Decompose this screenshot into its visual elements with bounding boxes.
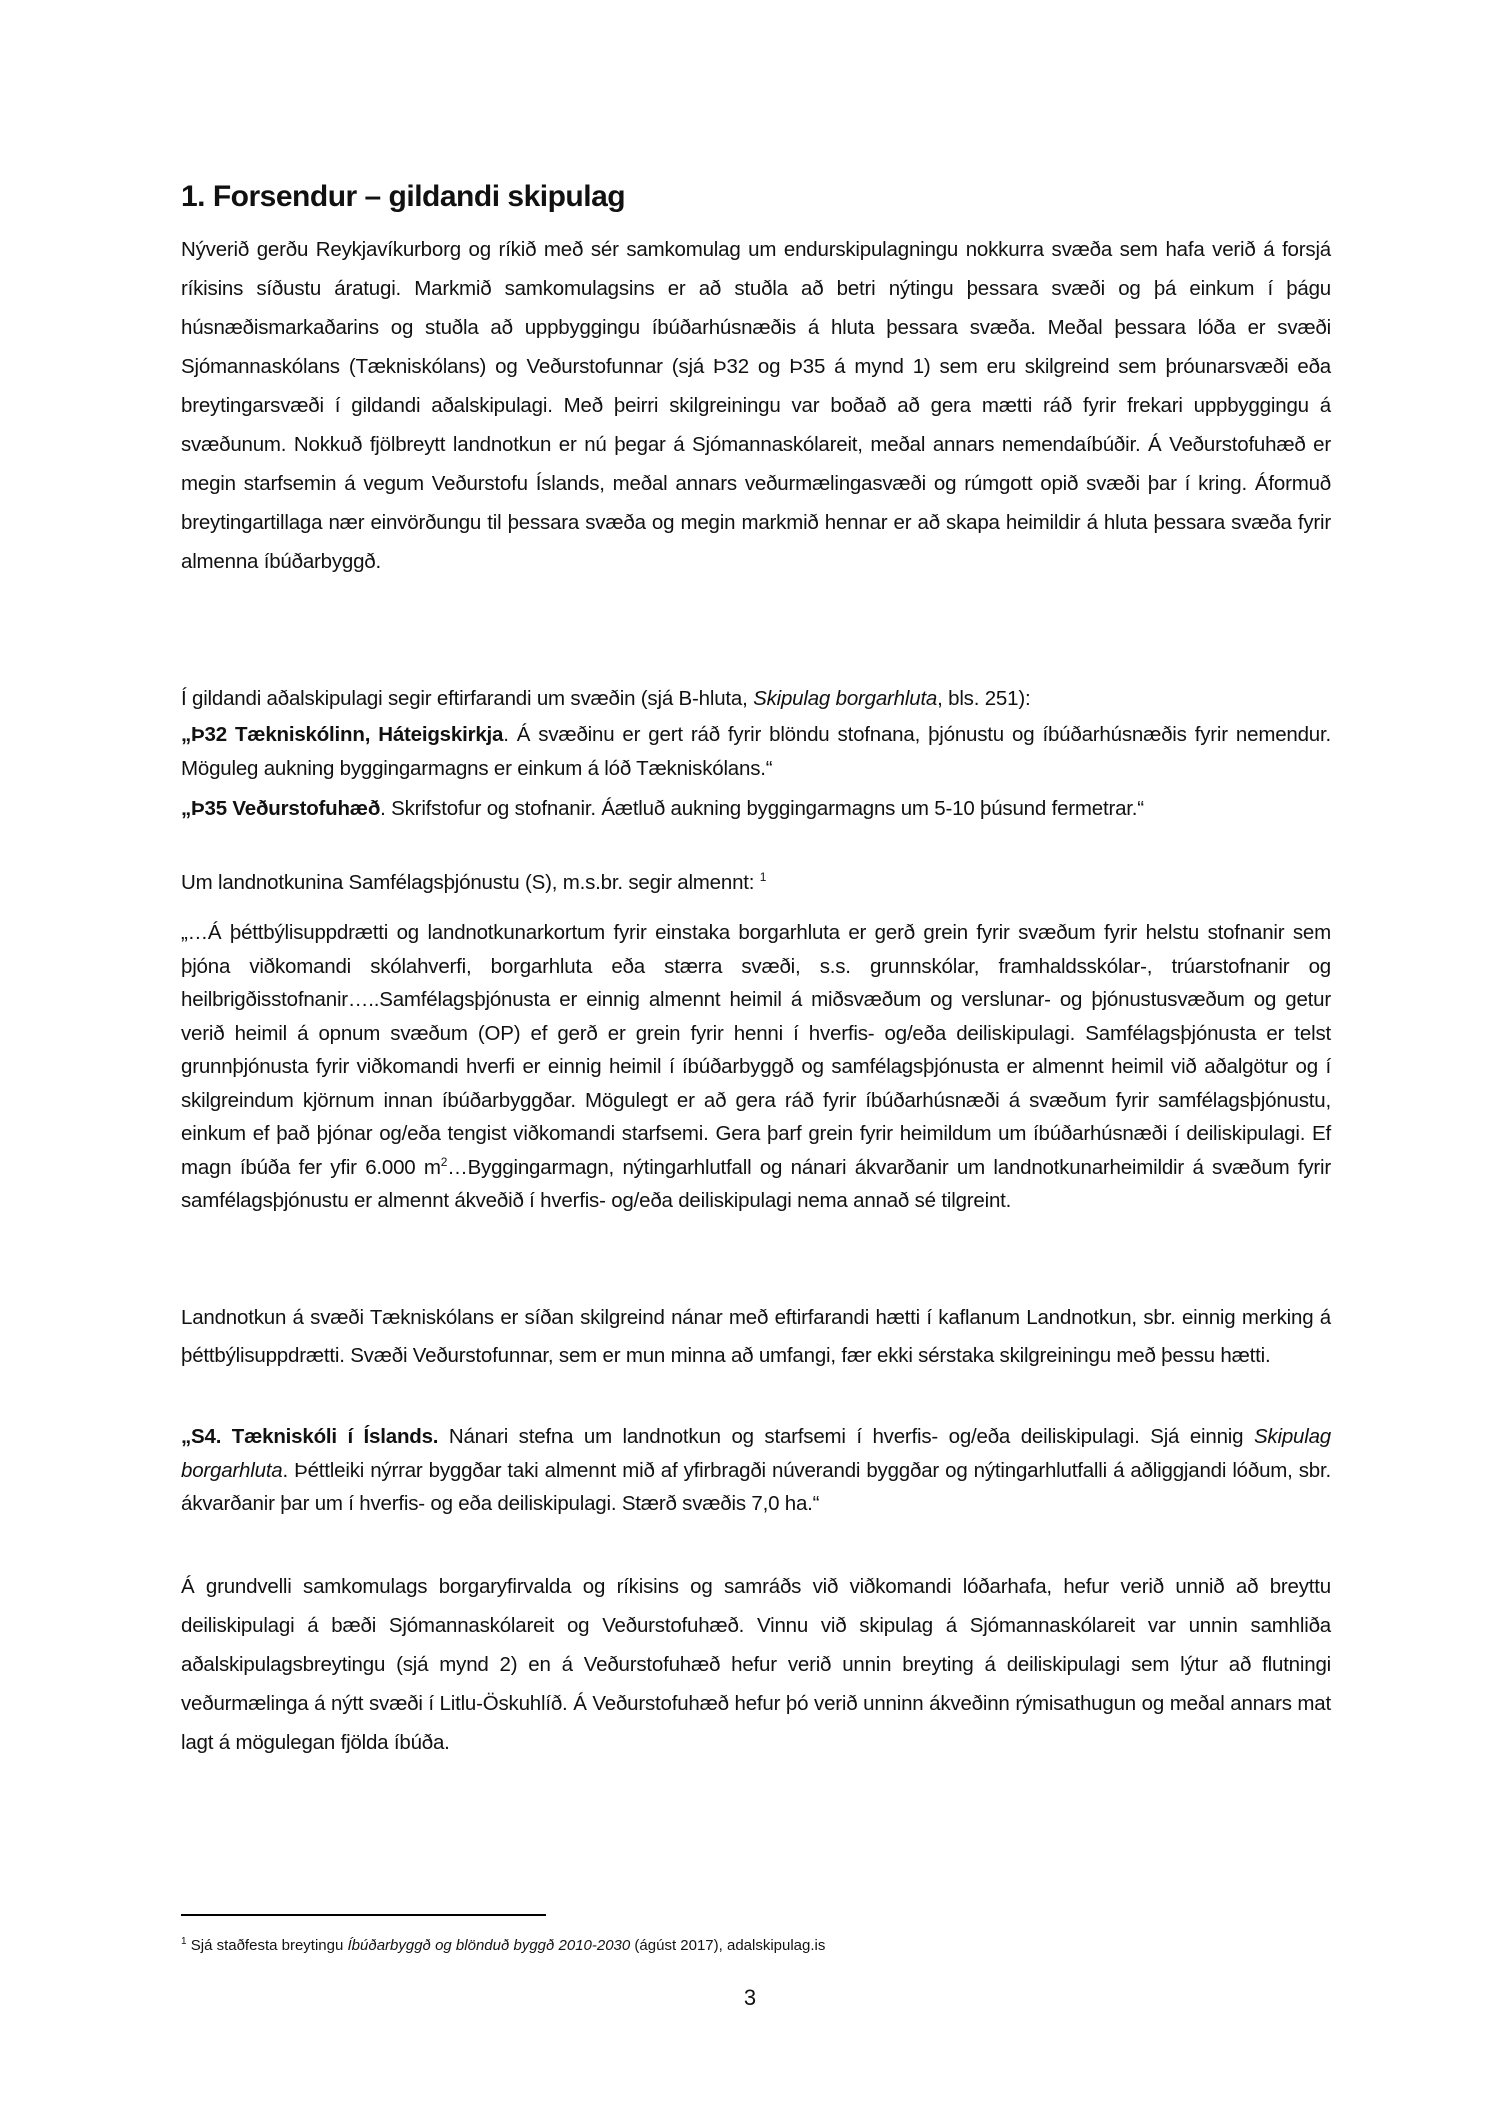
text: Sjá staðfesta breytingu — [186, 1937, 348, 1954]
intro-paragraph: Nýverið gerðu Reykjavíkurborg og ríkið með sér samkomulag um endurskipulagningu nokkurra svæða sem hafa verið á forsjá ríkisins síðustu áratugi. Markmið samkomulagsins er að stuðla að betri nýtingu þessara svæði og þá einkum í þágu húsnæðismarkaðarins og stuðla að uppbyggingu íbúðarhúsnæðis á hluta þessara svæða. Meðal þessara lóða er svæði Sjómannaskólans (Tækniskólans) og Veðurstofunnar (sjá Þ32 og Þ35 á mynd 1) sem eru skilgreind sem þróunarsvæði eða breytingarsvæði í gildandi aðalskipulagi. Með þeirri skilgreiningu var boðað að gera mætti ráð fyrir frekari uppbyggingu á svæðunum. Nokkuð fjölbreytt landnotkun er nú þegar á Sjómannaskólareit, meðal annars nemendaíbúðir. Á Veðurstofuhæð er megin starfsemin á vegum Veðurstofu Íslands, meðal annars veðurmælingasvæði og rúmgott opið svæði þar í kring. Áformuð breytingartillaga nær einvörðungu til þessara svæða og megin markmið hennar er að skapa heimildir á hluta þessara svæða fyrir almenna íbúðarbyggð. — [181, 238, 1331, 573]
land-use-paragraph: Landnotkun á svæði Tækniskólans er síðan skilgreind nánar með eftirfarandi hætti í kaflanum Landnotkun, sbr. einnig merking á þéttbýlisuppdrætti. Svæði Veðurstofunnar, sem er mun minna að umfangi, fær ekki sérstaka skilgreiningu með þessu hætti. — [181, 1306, 1331, 1367]
footnote-number: 1 — [181, 1936, 187, 1947]
text: Um landnotkunina Samfélagsþjónustu (S), m.s.br. segir almennt: — [181, 871, 760, 894]
italic-text: Íbúðarbyggð og blönduð byggð 2010-2030 — [347, 1937, 631, 1954]
text: „…Á þéttbýlisuppdrætti og landnotkunarkortum fyrir einstaka borgarhluta er gerð grein fyrir svæðum fyrir helstu stofnanir sem þjóna viðkomandi skólahverfi, borgarhluta eða stærra svæði, s.s. grunnskólar, framhaldsskólar-, trúarstofnanir og heilbrigðisstofnanir…..Samfélagsþjónusta er einnig almennt heimil á miðsvæðum og verslunar- og þjónustusvæðum og getur verið heimil á opnum svæðum (OP) ef gerð er grein fyrir henni í hverfis- og/eða deiliskipulagi. Samfélagsþjónusta er telst grunnþjónusta fyrir viðkomandi hverfi er einnig heimil í íbúðarbyggð og samfélagsþjónusta er almennt heimil við aðalgötur og í skilgreindum kjörnum innan íbúðarbyggðar. Mögulegt er að gera ráð fyrir íbúðarhúsnæði á svæðum fyrir samfélagsþjónustu, einkum ef það þjónar og/eða tengist viðkomandi starfsemi. Gera þarf grein fyrir heimildum um íbúðarhúsnæði í deiliskipulagi. Ef magn íbúða fer yfir 6.000 m — [181, 921, 1331, 1179]
text: . Þéttleiki nýrrar byggðar taki almennt mið af yfirbragði núverandi byggðar og nýtingarhlutfalli á aðliggjandi lóðum, sbr. ákvarðanir þar um í hverfis- og eða deiliskipulagi. Stærð svæðis 7,0 ha.“ — [181, 1458, 1331, 1515]
quote-th35 — [181, 792, 1331, 826]
text: (ágúst 2017), adalskipulag.is — [630, 1937, 826, 1954]
text: . Á svæðinu er gert ráð fyrir blöndu stofnana, þjónustu og íbúðarhúsnæðis fyrir nemendur. Möguleg aukning byggingarmagns er einkum á lóð Tækniskólans.“ — [181, 723, 1332, 780]
closing-paragraph: Á grundvelli samkomulags borgaryfirvalda og ríkisins og samráðs við viðkomandi lóðarhafa, hefur verið unnið að breyttu deiliskipulagi á bæði Sjómannaskólareit og Veðurstofuhæð. Vinnu við skipulag á Sjómannaskólareit var unnin samhliða aðalskipulagsbreytingu (sjá mynd 2) en á Veðurstofuhæð hefur verið unnin breyting á deiliskipulagi sem lýtur að flutningi veðurmælinga á nýtt svæði í Litlu-Öskuhlíð. Á Veðurstofuhæð hefur þó verið unninn ákveðinn rýmisathugun og meðal annars mat lagt á mögulegan fjölda íbúða. — [181, 1575, 1331, 1754]
text: Í gildandi aðalskipulagi segir eftirfarandi um svæðin (sjá B-hluta, — [181, 687, 754, 710]
footnote-divider — [181, 1914, 546, 1916]
text: …Byggingarmagn, nýtingarhlutfall og nánari ákvarðanir um landnotkunarheimildir á svæðum fyrir samfélagsþjónustu er almennt ákveðið í hverfis- og/eða deiliskipulagi nema annað sé tilgreint. — [181, 1155, 1331, 1212]
text: , bls. 251): — [937, 687, 1031, 710]
bold-label: „Þ32 Tækniskólinn, Háteigskirkja — [181, 723, 504, 746]
text: . Skrifstofur og stofnanir. Áætluð aukning byggingarmagns um 5-10 þúsund fermetrar.“ — [380, 797, 1144, 820]
quote-th32 — [181, 718, 1331, 785]
bold-label: „S4. Tækniskóli í Íslands. — [181, 1425, 439, 1448]
italic-text: Skipulag borgarhluta — [181, 1425, 1331, 1482]
quote-community-services — [181, 916, 1331, 1218]
land-use-intro — [181, 866, 1331, 900]
footnote-ref[interactable]: 1 — [759, 870, 767, 885]
section-heading: 1. Forsendur – gildandi skipulag — [181, 180, 626, 213]
current-plan-intro — [181, 679, 1331, 718]
bold-label: „Þ35 Veðurstofuhæð — [181, 797, 381, 820]
footnote — [181, 1937, 825, 1954]
page-number: 3 — [743, 1985, 757, 2010]
italic-text: Skipulag borgarhluta — [753, 687, 938, 710]
text: Nánari stefna um landnotkun og starfsemi í hverfis- og/eða deiliskipulagi. Sjá einnig — [438, 1425, 1254, 1448]
superscript: 2 — [440, 1154, 448, 1169]
quote-s4 — [181, 1420, 1331, 1521]
